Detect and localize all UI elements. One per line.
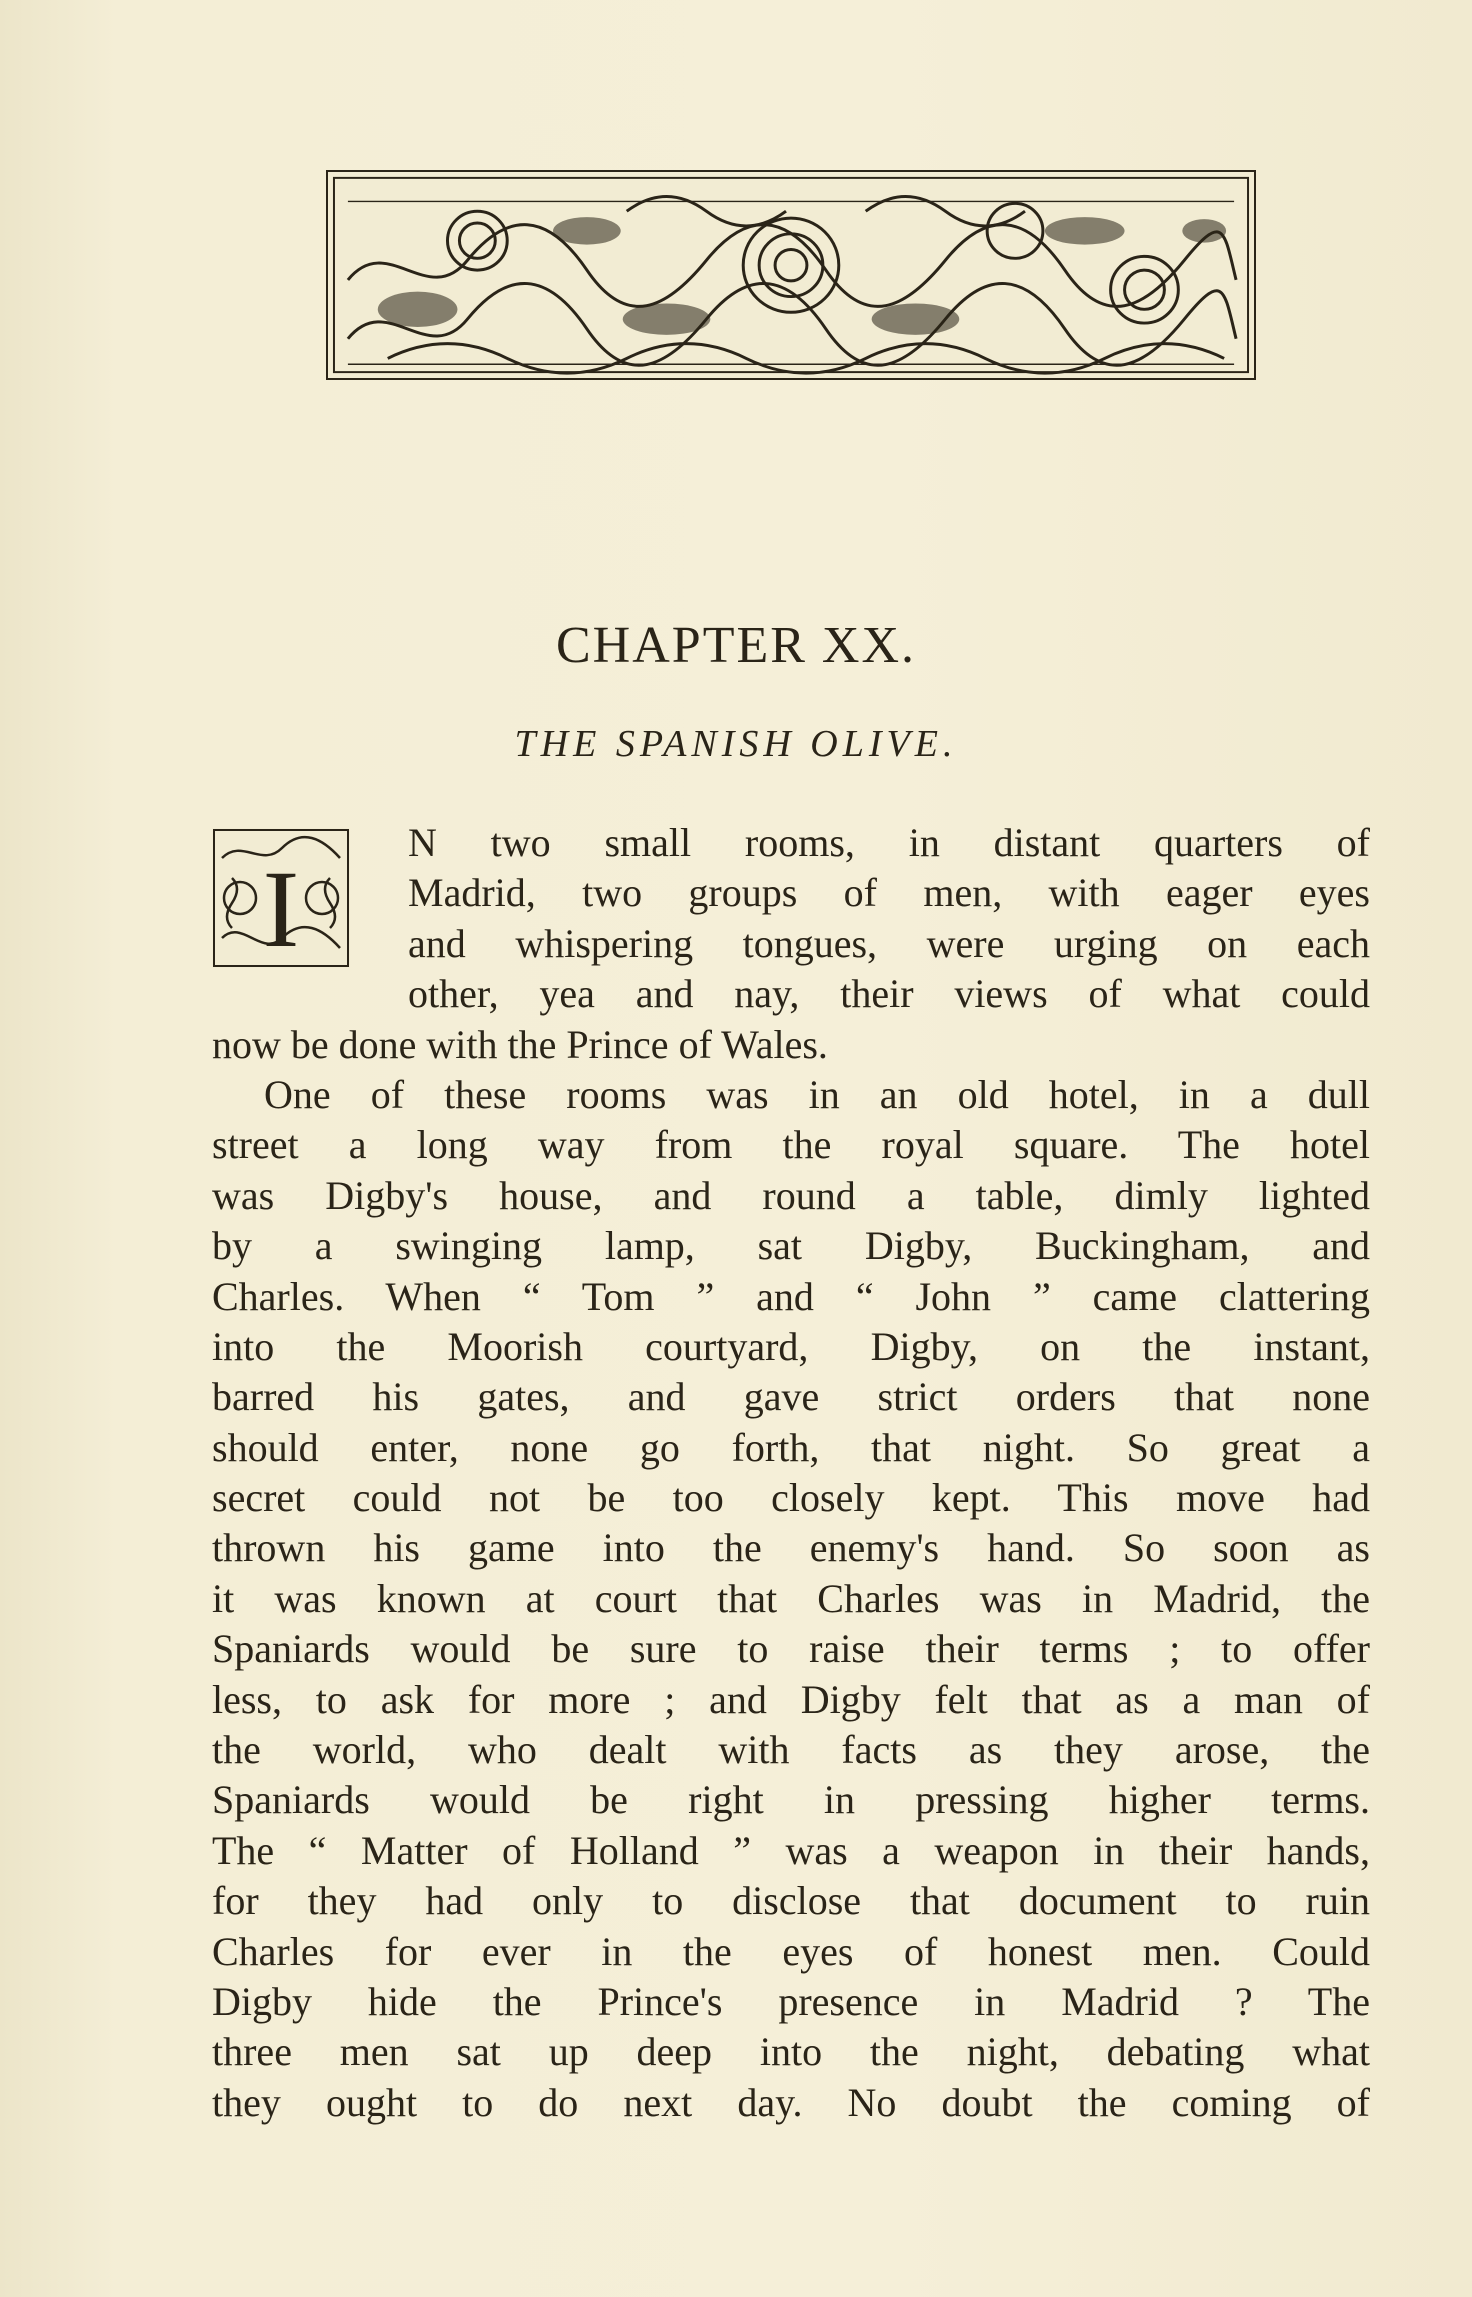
text-line: Spaniards would be sure to raise their terms ; to offer [212,1626,1370,1672]
text-line: into the Moorish courtyard, Digby, on the instant, [212,1323,1370,1369]
chapter-heading: CHAPTER XX. [555,617,917,674]
text-line: should enter, none go forth, that night. So great a [212,1424,1370,1470]
text-line: The “ Matter of Holland ” was a weapon in their hands, [212,1827,1370,1873]
text-line: Spaniards would be right in pressing higher terms. [212,1777,1370,1823]
text-line: Digby hide the Prince's presence in Madrid ? The [212,1978,1370,2024]
text-line: the world, who dealt with facts as they arose, the [212,1727,1370,1773]
text-line: three men sat up deep into the night, debating what [212,2029,1370,2075]
drop-cap-letter: I [262,848,300,968]
text-line: other, yea and nay, their views of what could [408,971,1370,1017]
text-line: barred his gates, and gave strict orders that none [212,1374,1370,1420]
text-line: Charles for ever in the eyes of honest men. Could [212,1928,1370,1974]
body-text [212,818,1370,2128]
text-line: One of these rooms was in an old hotel, in a dull [264,1071,1370,1117]
chapter-title: THE SPANISH OLIVE. [514,723,958,765]
ornamental-headpiece-icon [326,170,1256,380]
text-line: for they had only to disclose that document to ruin [212,1878,1370,1924]
text-line: and whispering tongues, were urging on each [408,920,1370,966]
text-line: by a swinging lamp, sat Digby, Buckingham, and [212,1223,1370,1269]
text-line: less, to ask for more ; and Digby felt that as a man of [212,1676,1370,1722]
text-line: thrown his game into the enemy's hand. So soon as [212,1525,1370,1571]
text-line: now be done with the Prince of Wales. [212,1021,828,1067]
text-line: Madrid, two groups of men, with eager eyes [408,870,1370,916]
text-line: it was known at court that Charles was in Madrid, the [212,1575,1370,1621]
text-line: N two small rooms, in distant quarters of [408,820,1370,865]
text-line: Charles. When “ Tom ” and “ John ” came clattering [212,1273,1370,1319]
text-line: was Digby's house, and round a table, dimly lighted [212,1172,1370,1218]
text-line: they ought to do next day. No doubt the coming of [212,2079,1370,2125]
text-line: street a long way from the royal square. The hotel [212,1122,1370,1168]
text-line: secret could not be too closely kept. This move had [212,1475,1370,1521]
